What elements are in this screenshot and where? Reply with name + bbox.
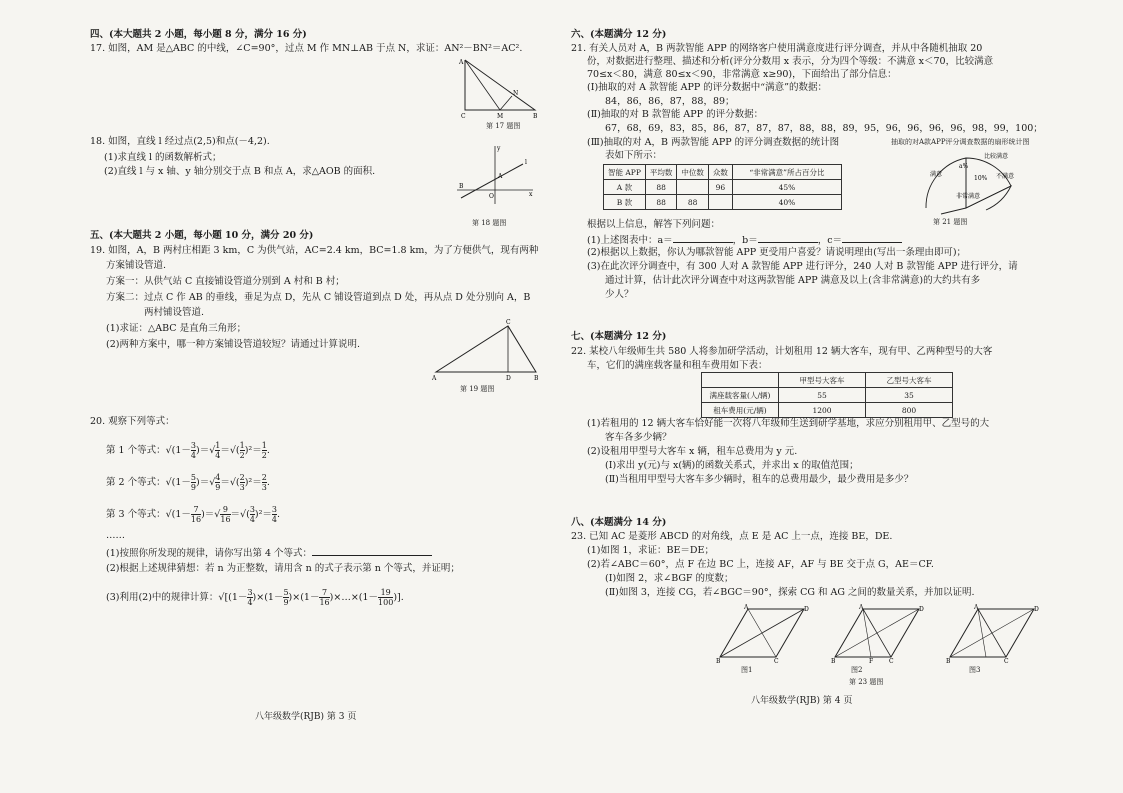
svg-text:D: D: [919, 606, 924, 613]
figure-23-3-label: 图3: [969, 666, 981, 674]
question-21-part-3c: 少人？: [605, 289, 634, 300]
question-21-part-3: (3)在此次评分调查中，有 300 人对 A 款智能 APP 进行评分，240 人对 B 款智能 APP 进行评分，请: [587, 261, 1018, 272]
table-header-cell: 平均数: [645, 165, 677, 180]
question-21-part-3b: 通过计算，估计此次评分调查中对这两款智能 APP 满意及以上(含非常满意)的大约共有多: [605, 275, 981, 286]
question-19-plan-2: 方案二：过点 C 作 AB 的垂线，垂足为点 D，先从 C 铺设管道到点 D 处，再从点 D 处分别向 A，B: [106, 292, 531, 303]
question-19-line-2: 方案铺设管道.: [106, 260, 167, 271]
svg-text:B: B: [534, 375, 539, 382]
figure-23-2: [831, 605, 926, 663]
svg-text:B: B: [533, 113, 538, 120]
question-22: 22. 某校八年级师生共 580 人将参加研学活动，计划租用 12 辆大客车，现有甲、乙两种型号的大客: [571, 346, 993, 357]
svg-text:B: B: [946, 658, 951, 665]
section-6-heading: 六、(本题满分 12 分): [571, 29, 667, 40]
question-17: 17. 如图，AM 是△ABC 的中线，∠C=90°，过点 M 作 MN⊥AB 于点 N，求证：AN²－BN²＝AC².: [90, 43, 523, 54]
table-cell: 88: [645, 195, 677, 210]
question-20-part-3: [106, 588, 404, 607]
table-header-row: [604, 165, 842, 180]
pie-label-unsatisfied: 不满意: [996, 173, 1015, 180]
answer-blank-b[interactable]: [758, 233, 818, 243]
section-4-heading: 四、(本大题共 2 小题，每小题 8 分，满分 16 分): [90, 29, 307, 40]
question-20-part-1-text: (1)按照你所发现的规律，请你写出第 4 个等式：: [106, 548, 313, 559]
question-21-info-3b: 表如下所示：: [605, 150, 663, 161]
question-19-part-1: (1)求证：△ABC 是直角三角形；: [106, 323, 247, 334]
svg-text:C: C: [1004, 658, 1009, 665]
question-22-part-2: (2)设租用甲型号大客车 x 辆，租车总费用为 y 元.: [587, 446, 798, 457]
question-19-part-2: (2)两种方案中，哪一种方案铺设管道较短？请通过计算说明.: [106, 339, 360, 350]
table-cell: 88: [677, 195, 709, 210]
figure-21-caption: 第 21 题图: [933, 218, 968, 226]
svg-text:B: B: [831, 658, 836, 665]
question-23-part-2: (2)若∠ABC＝60°，点 F 在边 BC 上，连接 AF，AF 与 BE 交于点 G，AE＝CF.: [587, 559, 934, 570]
figure-17: [455, 58, 545, 118]
question-21-info-2: (Ⅱ)抽取的对 B 款智能 APP 的评分数据：: [587, 109, 764, 120]
question-18: 18. 如图，直线 l 经过点(2,5)和点(－4,2).: [90, 136, 270, 147]
table-cell: 45%: [732, 180, 841, 195]
bus-table-header-cell: [702, 373, 779, 388]
question-19-plan-1: 方案一：从供气站 C 直接铺设管道分别到 A 村和 B 村；: [106, 276, 345, 287]
figure-23-3: [946, 605, 1041, 663]
svg-text:D: D: [804, 606, 809, 613]
pie-label-ten-percent: 10%: [974, 175, 988, 182]
equation-3: [106, 505, 280, 524]
question-20: 20. 观察下列等式：: [90, 416, 175, 427]
svg-text:C: C: [461, 113, 466, 120]
equation-3-label: 第 3 个等式：: [106, 509, 166, 520]
bus-table-cell: 租车费用(元/辆): [702, 403, 779, 418]
figure-23-1: [716, 605, 811, 663]
bus-table-cell: 35: [866, 388, 953, 403]
svg-text:M: M: [497, 113, 504, 120]
question-22-part-1: (1)若租用的 12 辆大客车恰好能一次将八年级师生送到研学基地，求应分别租用甲、乙型号的大: [587, 418, 990, 429]
table-cell: B 款: [604, 195, 646, 210]
table-header-cell: 众数: [708, 165, 732, 180]
svg-text:A: A: [859, 604, 864, 611]
question-18-part-1: (1)求直线 l 的函数解析式；: [104, 152, 222, 163]
question-21-part-1-b: ，b＝: [732, 235, 758, 246]
svg-text:N: N: [513, 90, 519, 97]
question-21-info-1: (Ⅰ)抽取的对 A 款智能 APP 的评分数据中“满意”的数据：: [587, 82, 827, 93]
svg-text:l: l: [525, 159, 527, 166]
answer-blank-a[interactable]: [673, 233, 733, 243]
question-21-data-a: 84，86，86，87，88，89；: [605, 96, 735, 107]
question-23-part-1: (1)如图 1，求证：BE＝DE；: [587, 545, 714, 556]
footer-left: 八年级数学(RJB) 第 3 页: [255, 712, 357, 722]
bus-table-cell: 55: [779, 388, 866, 403]
pie-label-relatively-satisfied: 比较满意: [984, 153, 1009, 160]
right-page: [561, 0, 1123, 793]
svg-text:C: C: [889, 658, 894, 665]
pie-chart: [916, 150, 1016, 214]
equation-3-body: √(1－ $\frac{7}{16}$ )＝√ $\frac{9}{16}$ ＝√( $\frac{3}{4}$ )²＝ $\frac{3}{4}$ .: [165, 505, 281, 524]
section-8-heading: 八、(本题满分 14 分): [571, 517, 667, 528]
question-20-part-3-formula: √[(1－ $\frac{3}{4}$ )×(1－ $\frac{5}{9}$ )×(1－ $\frac{7}{16}$ )×…×(1－ $\frac{19}{100}$ )].: [218, 588, 404, 607]
figure-23-caption: 第 23 题图: [849, 678, 884, 686]
table-cell: 88: [645, 180, 677, 195]
pie-label-a-percent: a%: [959, 163, 969, 170]
pie-chart-title: 抽取的对A款APP评分调查数据的扇形统计图: [891, 138, 1030, 146]
equation-2: [106, 473, 270, 492]
equation-1-label: 第 1 个等式：: [106, 445, 166, 456]
figure-19: [432, 320, 544, 380]
figure-23-1-label: 图1: [741, 666, 753, 674]
figure-23-2-label: 图2: [851, 666, 863, 674]
figure-18-caption: 第 18 题图: [472, 219, 507, 227]
table-row: [604, 195, 842, 210]
svg-text:B: B: [716, 658, 721, 665]
svg-text:x: x: [529, 191, 533, 198]
answer-blank-20-1[interactable]: [312, 546, 432, 556]
question-21-part-1: [587, 233, 902, 247]
bus-table-cell: 满座载客量(人/辆): [702, 388, 779, 403]
equation-ellipsis: ……: [106, 530, 125, 541]
svg-text:F: F: [869, 658, 874, 665]
question-22-part-2-ii: (Ⅱ)当租用甲型号大客车多少辆时，租车的总费用最少，最少费用是多少？: [605, 474, 914, 485]
table-cell: 96: [708, 180, 732, 195]
svg-text:A: A: [432, 375, 437, 382]
figure-18: [455, 142, 535, 212]
equation-2-label: 第 2 个等式：: [106, 477, 166, 488]
table-cell: A 款: [604, 180, 646, 195]
svg-text:D: D: [1034, 606, 1039, 613]
question-21-prompt: 根据以上信息，解答下列问题：: [587, 219, 721, 230]
svg-text:y: y: [497, 145, 501, 152]
svg-text:C: C: [506, 319, 511, 326]
bus-table-row: [702, 388, 953, 403]
stats-table: [603, 164, 842, 210]
figure-17-caption: 第 17 题图: [486, 122, 521, 130]
bus-table-header-cell: 甲型号大客车: [779, 373, 866, 388]
table-header-cell: 中位数: [677, 165, 709, 180]
svg-text:C: C: [774, 658, 779, 665]
question-22-part-1b: 客车各多少辆？: [605, 432, 672, 443]
question-20-part-2: (2)根据上述规律猜想：若 n 为正整数，请用含 n 的式子表示第 n 个等式，并证明；: [106, 563, 460, 574]
bus-table-row: [702, 403, 953, 418]
table-cell: [677, 180, 709, 195]
footer-right: 八年级数学(RJB) 第 4 页: [751, 696, 853, 706]
question-20-part-3-text: (3)利用(2)中的规律计算：: [106, 592, 219, 603]
section-7-heading: 七、(本题满分 12 分): [571, 331, 667, 342]
question-21-info-3: (Ⅲ)抽取的对 A，B 两款智能 APP 的评分调查数据的统计图: [587, 137, 840, 148]
svg-text:A: A: [498, 173, 503, 180]
question-22-part-2-i: (Ⅰ)求出 y(元)与 x(辆)的函数关系式，并求出 x 的取值范围；: [605, 460, 859, 471]
pie-label-very-satisfied: 非常满意: [956, 193, 981, 200]
question-18-part-2: (2)直线 l 与 x 轴、y 轴分别交于点 B 和点 A，求△AOB 的面积.: [104, 166, 376, 177]
question-21-part-2: (2)根据以上数据，你认为哪款智能 APP 更受用户喜爱？请说明理由(写出一条理由即可)；: [587, 247, 967, 258]
svg-text:A: A: [974, 604, 979, 611]
table-header-cell: 智能 APP: [604, 165, 646, 180]
svg-text:O: O: [489, 193, 494, 200]
question-22-line-2: 车，它们的满座载客量和租车费用如下表：: [587, 360, 768, 371]
question-23-part-2-ii: (Ⅱ)如图 3，连接 CG，若∠BGC＝90°，探索 CG 和 AG 之间的数量关系，并加以证明.: [605, 587, 975, 598]
question-21-part-1-a: (1)上述图表中：a＝: [587, 235, 673, 246]
question-21-line-2: 份，对数据进行整理、描述和分析(评分分数用 x 表示，分为四个等级：不满意 x＜70，比较满意: [587, 56, 994, 67]
question-20-part-1: [106, 546, 432, 560]
bus-table: [701, 372, 953, 418]
svg-text:A: A: [744, 604, 749, 611]
svg-text:B: B: [459, 183, 464, 190]
question-21-part-1-c: ，c＝: [817, 235, 843, 246]
svg-text:A: A: [459, 59, 464, 66]
table-cell: 40%: [732, 195, 841, 210]
equation-1-body: √(1－ $\frac{3}{4}$ )＝√ $\frac{1}{4}$ ＝√( $\frac{1}{2}$ )²＝ $\frac{1}{2}$ .: [165, 441, 270, 460]
question-23-part-2-i: (Ⅰ)如图 2，求∠BGF 的度数；: [605, 573, 734, 584]
table-cell: [708, 195, 732, 210]
question-21-line-3: 70≤x＜80，满意 80≤x＜90，非常满意 x≥90)，下面给出了部分信息：: [587, 69, 897, 80]
pie-label-satisfied: 满意: [930, 171, 943, 178]
bus-table-header-row: [702, 373, 953, 388]
table-row: [604, 180, 842, 195]
bus-table-cell: 1200: [779, 403, 866, 418]
question-23: 23. 已知 AC 是菱形 ABCD 的对角线，点 E 是 AC 上一点，连接 BE，DE.: [571, 531, 893, 542]
equation-2-body: √(1－ $\frac{5}{9}$ )＝√ $\frac{4}{9}$ ＝√( $\frac{2}{3}$ )²＝ $\frac{2}{3}$ .: [165, 473, 270, 492]
question-19: 19. 如图，A，B 两村庄相距 3 km，C 为供气站，AC=2.4 km，BC=1.8 km，为了方便供气，现有两种: [90, 245, 539, 256]
bus-table-header-cell: 乙型号大客车: [866, 373, 953, 388]
section-5-heading: 五、(本大题共 2 小题，每小题 10 分，满分 20 分): [90, 230, 314, 241]
question-21: 21. 有关人员对 A，B 两款智能 APP 的网络客户使用满意度进行评分调查，并从中各随机抽取 20: [571, 43, 983, 54]
answer-blank-c[interactable]: [842, 233, 902, 243]
table-header-cell: “非常满意”所占百分比: [732, 165, 841, 180]
svg-text:D: D: [506, 375, 511, 382]
equation-1: [106, 441, 270, 460]
bus-table-cell: 800: [866, 403, 953, 418]
figure-19-caption: 第 19 题图: [460, 385, 495, 393]
question-19-plan-2b: 两村铺设管道.: [144, 307, 205, 318]
left-page: [0, 0, 560, 793]
question-21-data-b: 67，68，69，83，85，86，87，87，87，88，88，89，95，96，96，96，96，98，99，100；: [605, 123, 1043, 134]
